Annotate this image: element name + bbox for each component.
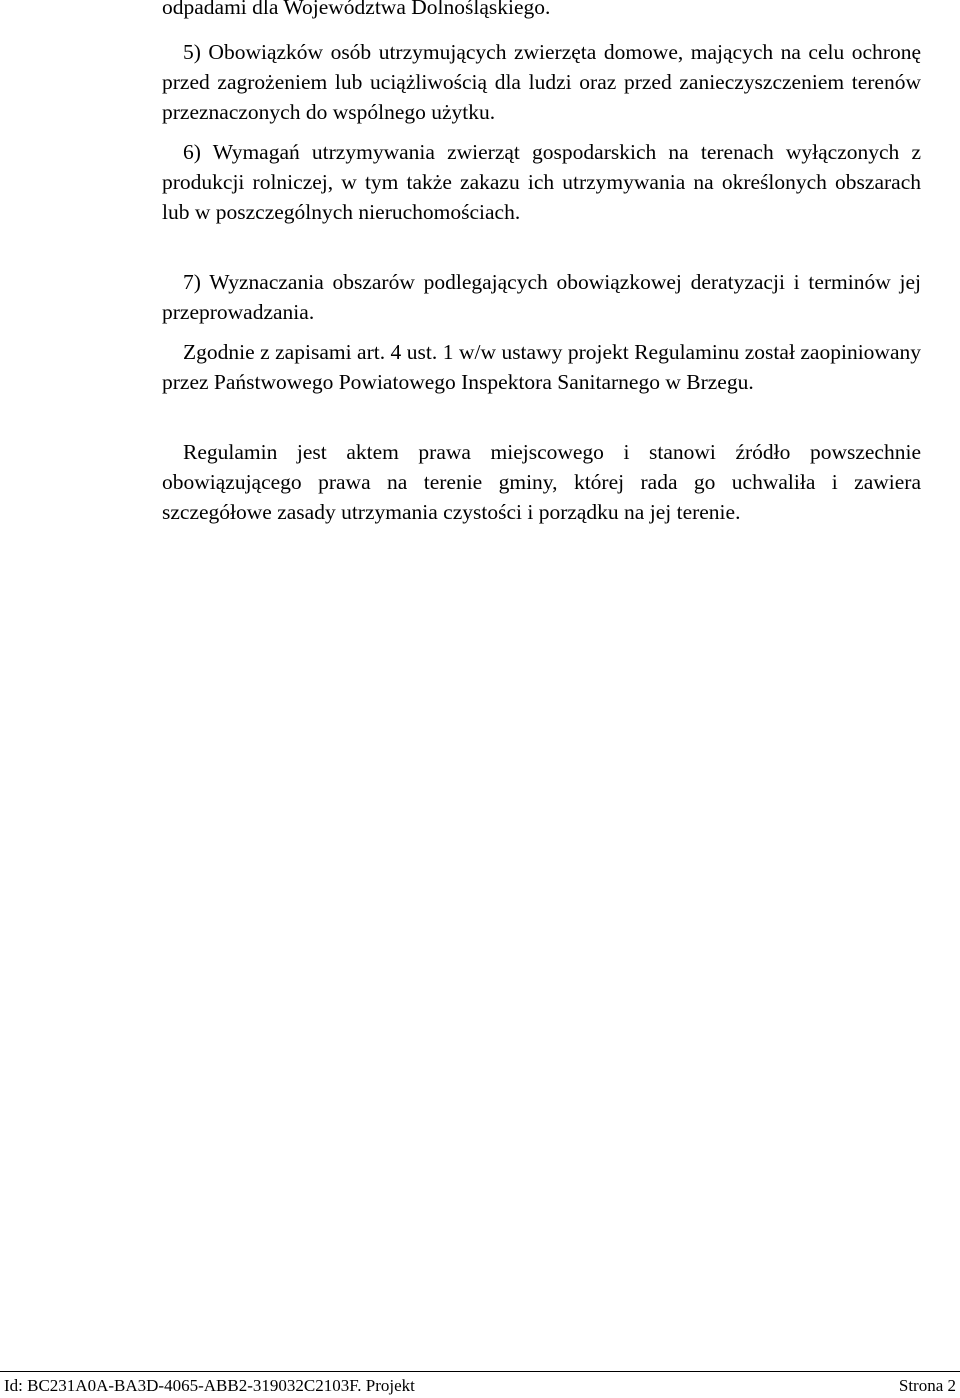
page-footer — [0, 1371, 960, 1397]
document-id: Id: BC231A0A-BA3D-4065-ABB2-319032C2103F. Projekt — [4, 1376, 415, 1395]
paragraph-item-7: 7) Wyznaczania obszarów podlegających obowiązkowej deratyzacji i terminów jej przeprowadzania. — [162, 270, 921, 324]
paragraph-opinion: Zgodnie z zapisami art. 4 ust. 1 w/w ustawy projekt Regulaminu został zaopiniowany przez Państwowego Powiatowego Inspektora Sanitarnego w Brzegu. — [162, 340, 921, 394]
paragraph-continuation: odpadami dla Województwa Dolnośląskiego. — [162, 0, 551, 19]
paragraph-regulation: Regulamin jest aktem prawa miejscowego i stanowi źródło powszechnie obowiązującego prawa na terenie gminy, której rada go uchwaliła i zawiera szczegółowe zasady utrzymania czystości i porządku na jej terenie. — [162, 440, 921, 524]
paragraph-item-6: 6) Wymagań utrzymywania zwierząt gospodarskich na terenach wyłączonych z produkcji rolniczej, w tym także zakazu ich utrzymywania na określonych obszarach lub w poszczególnych nieruchomościach. — [162, 140, 921, 224]
page-number: Strona 2 — [898, 1376, 956, 1395]
paragraph-item-5: 5) Obowiązków osób utrzymujących zwierzęta domowe, mających na celu ochronę przed zagrożeniem lub uciążliwością dla ludzi oraz przed zanieczyszczeniem terenów przeznaczonych do wspólnego użytku. — [162, 40, 921, 124]
